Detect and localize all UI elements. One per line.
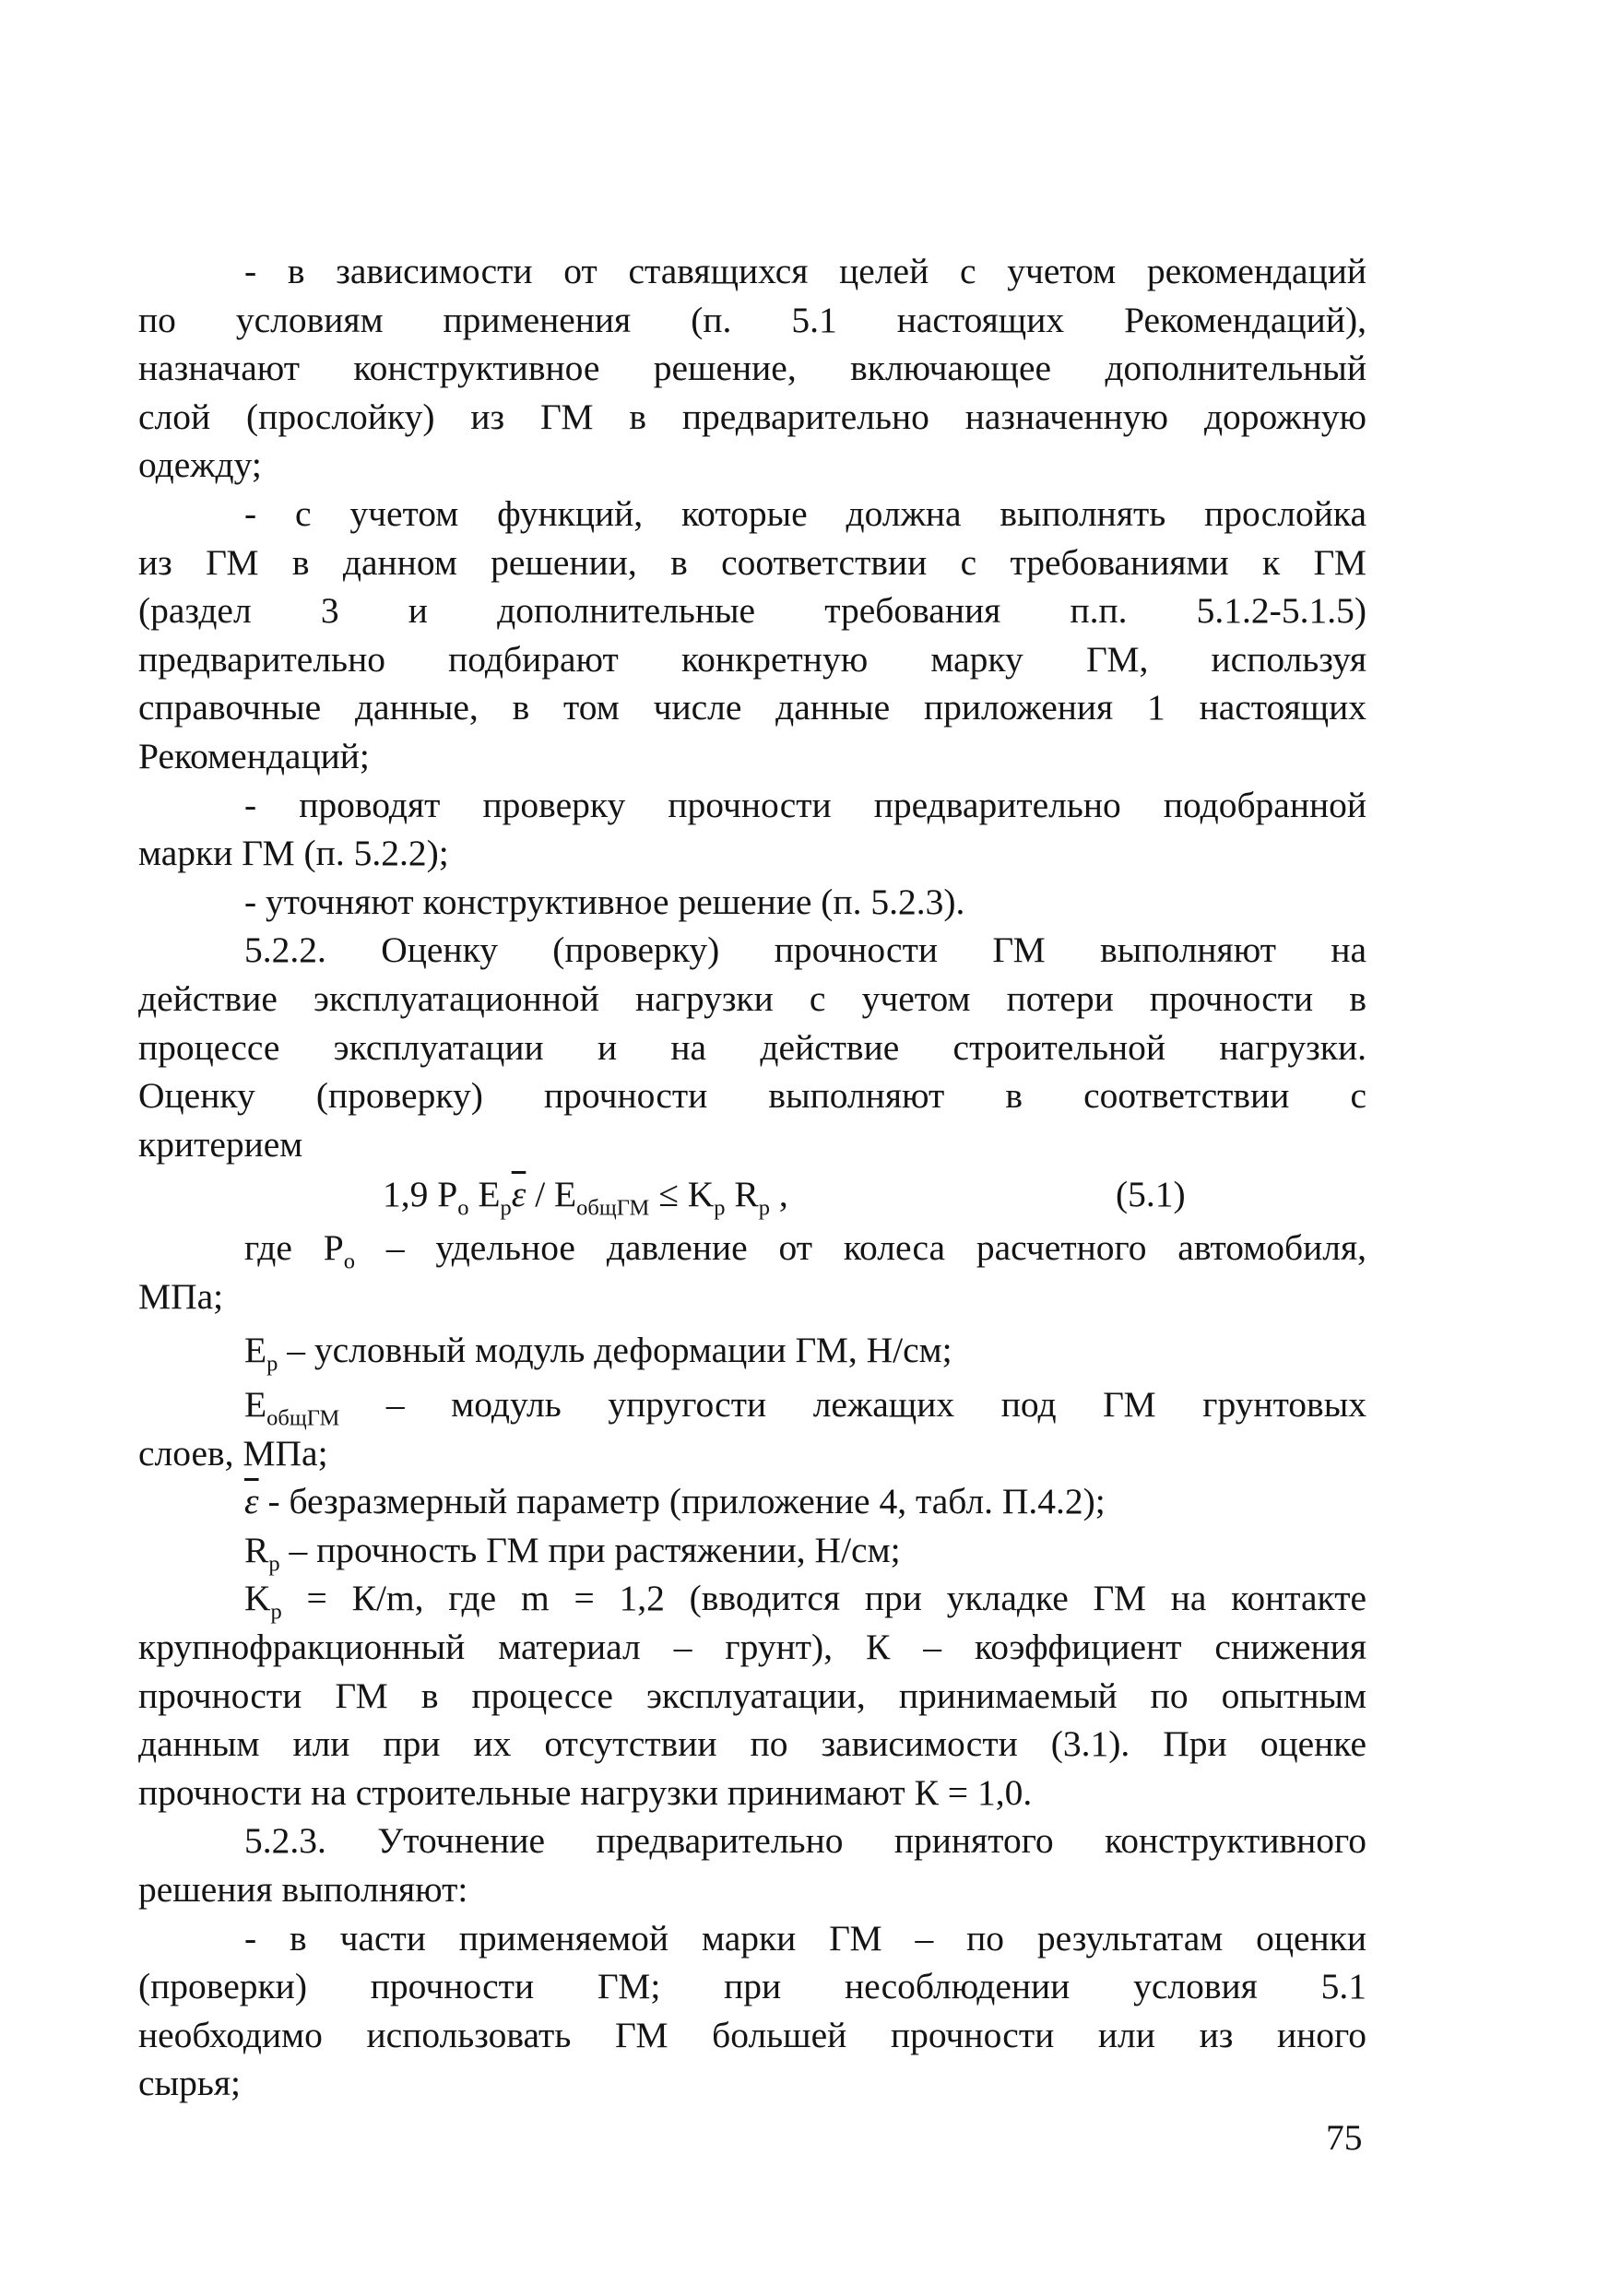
text-line: - уточняют конструктивное решение (п. 5.2.3). [244,881,965,922]
definition-text: - безразмерный параметр (приложение 4, табл. П.4.2); [258,1481,1106,1522]
definition-text: = К/m, где m = 1,2 (вводится при укладке ГМ на контакте [281,1578,1366,1619]
formula-sub: p [500,1195,512,1221]
text-line: крупнофракционный материал – грунт), К – коэффициент снижения [138,1627,1366,1668]
text-line: решения выполняют: [138,1869,468,1910]
formula-slash: / E [526,1174,577,1215]
symbol-sub: o [343,1249,355,1274]
text-line: 5.2.2. Оценку (проверку) прочности ГМ выполняют на [244,929,1366,971]
text-line [138,1380,1366,1429]
definition-kp [138,1574,1366,1817]
text-line: действие эксплуатационной нагрузки с учетом потери прочности в [138,977,1366,1019]
text-line: критерием [138,1123,303,1165]
text-line: слоев, МПа; [138,1432,328,1473]
definition-text: – условный модуль деформации ГМ, Н/см; [278,1330,952,1371]
text-line: - в части применяемой марки ГМ – по результатам оценки [244,1917,1366,1959]
symbol-sub: общГМ [266,1405,340,1431]
symbol-sub: p [266,1351,278,1377]
formula-epsilon: $\overline{\varepsilon}$ [511,1174,526,1215]
formula-5-1 [138,1170,1366,1224]
formula-leq: ≤ K [649,1174,715,1215]
formula-sub: общГМ [576,1195,650,1221]
paragraph-section-5-2-3 [138,1817,1366,1913]
text-line: данным или при их отсутствии по зависимости (3.1). При оценке [138,1723,1366,1765]
paragraph-refine-decision [138,878,1366,927]
text-line: (раздел 3 и дополнительные требования п.п. 5.1.2-5.1.5) [138,590,1366,632]
paragraph-grade-refinement [138,1914,1366,2108]
text-line: прочности ГМ в процессе эксплуатации, принимаемый по опытным [138,1675,1366,1716]
text-line: (проверки) прочности ГМ; при несоблюдении условия 5.1 [138,1966,1366,2007]
symbol-epsilon: $\overline{\varepsilon}$ [244,1481,259,1522]
formula-sub: p [758,1195,771,1221]
text-line: по условиям применения (п. 5.1 настоящих Рекомендаций), [138,299,1366,340]
text-line: одежду; [138,444,262,486]
text-line: Рекомендаций; [138,735,370,776]
paragraph-select-grade [138,490,1366,781]
text-line [138,1526,1366,1575]
symbol: E [244,1384,267,1426]
text-line: назначают конструктивное решение, включающее дополнительный [138,348,1366,389]
text-line: процессе эксплуатации и на действие строительной нагрузки. [138,1026,1366,1068]
text-line: - в зависимости от ставящихся целей с учетом рекомендаций [244,251,1366,291]
definition-p0 [138,1224,1366,1320]
symbol: R [244,1529,269,1570]
text-line: прочности на строительные нагрузки принимают К = 1,0. [138,1771,1033,1813]
paragraph-strength-check [138,781,1366,878]
text-line: 5.2.3. Уточнение предварительно принятого конструктивного [244,1820,1366,1862]
formula-e: E [478,1174,501,1215]
text-line: марки ГМ (п. 5.2.2); [138,833,449,874]
text-line: из ГМ в данном решении, в соответствии с требованиями к ГМ [138,541,1366,583]
symbol: где P [244,1227,344,1269]
formula-sub: o [457,1195,469,1221]
definition-text: – модуль упругости лежащих под ГМ грунтовых [339,1384,1366,1426]
symbol-sub: p [268,1551,280,1577]
definition-rp [138,1526,1366,1575]
paragraph-section-5-2-2 [138,926,1366,1168]
formula-expression [383,1170,788,1219]
formula-coef: 1,9 P [383,1174,458,1215]
text-line [138,1477,1366,1526]
text-line: Оценку (проверку) прочности выполняют в соответствии с [138,1075,1366,1117]
text-line [138,1326,1366,1375]
text-line [138,1224,1366,1272]
text-line [138,1574,1366,1623]
text-line: предварительно подбирают конкретную марку ГМ, используя [138,638,1366,680]
formula-number: (5.1) [1116,1174,1186,1215]
text-line: справочные данные, в том числе данные приложения 1 настоящих [138,687,1366,728]
definition-eps [138,1477,1366,1526]
page-body [138,247,1366,2108]
text-line: сырья; [138,2063,241,2104]
text-line: слой (прослойку) из ГМ в предварительно назначенную дорожную [138,396,1366,437]
formula-sub: p [714,1195,726,1221]
definition-ep [138,1326,1366,1375]
definition-text: – удельное давление от колеса расчетного автомобиля, [354,1227,1366,1269]
page-number: 75 [1326,2117,1363,2158]
definition-eobsh [138,1380,1366,1477]
text-line: необходимо использовать ГМ большей прочности или из иного [138,2014,1366,2055]
text-line: МПа; [138,1275,224,1317]
symbol-sub: p [270,1599,282,1625]
formula-r: R [725,1174,759,1215]
text-line: - проводят проверку прочности предварительно подобранной [244,784,1366,825]
symbol: E [244,1330,267,1371]
definition-text: – прочность ГМ при растяжении, Н/см; [279,1529,901,1570]
paragraph-design-decision [138,247,1366,490]
formula-comma: , [770,1174,788,1215]
text-line: - с учетом функций, которые должна выполнять прослойка [244,492,1366,534]
symbol: K [244,1578,271,1619]
